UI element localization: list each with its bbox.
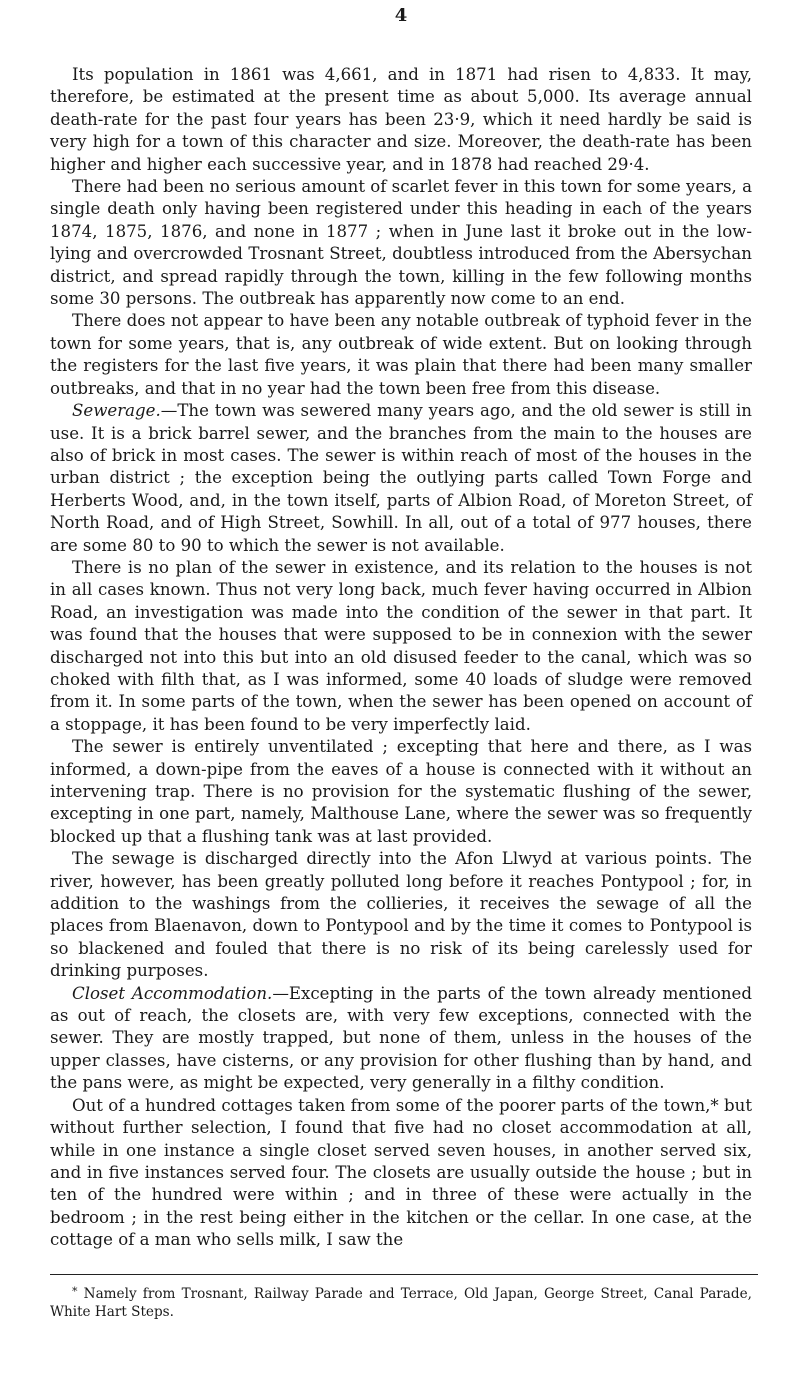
paragraph-sewer-plan <box>50 557 752 736</box>
paragraph-typhoid-fever <box>50 310 752 400</box>
paragraph-text: Its population in 1861 was 4,661, and in 1871 had risen to 4,833. It may, therefore, be estimated at the present time as about 5,000. Its average annual death-rate for the past four years has been 23·9, which it need hardly be said is very high for a town of this character and size. Moreover, the death-rate has been higher and higher each successive year, and in 1878 had reached 29·4. <box>50 65 752 174</box>
paragraph-sewage-discharge <box>50 848 752 982</box>
paragraph-text: Out of a hundred cottages taken from some of the poorer parts of the town,* but without further selection, I found that five had no closet accommodation at all, while in one instance a single closet served seven houses, in another served six, and in five instances served four. The closets are usually outside the house ; but in ten of the hundred were within ; and in three of these were actually in the bedroom ; in the rest being either in the kitchen or the cellar. In one case, at the cottage of a man who sells milk, I saw the <box>50 1095 752 1250</box>
paragraph-sewerage <box>50 400 752 557</box>
paragraph-scarlet-fever <box>50 176 752 310</box>
footnote-mark: * <box>72 1284 78 1298</box>
paragraph-text: The sewage is discharged directly into the Afon Llwyd at various points. The river, however, has been greatly polluted long before it reaches Pontypool ; for, in addition to the washings from the collieries, it receives the sewage of all the places from Blaenavon, down to Pontypool and by the time it comes to Pontypool is so blackened and fouled that there is no risk of its being carelessly used for drinking purposes. <box>50 849 752 981</box>
paragraph-text: —The town was sewered many years ago, and the old sewer is still in use. It is a brick barrel sewer, and the branches from the main to the houses are also of brick in most cases. The sewer is within reach of most of the houses in the urban district ; the exception being the outlying parts called Town Forge and Herberts Wood, and, in the town itself, parts of Albion Road, of Moreton Street, of North Road, and of High Street, Sowhill. In all, out of a total of 977 houses, there are some 80 to 90 to which the sewer is not available. <box>50 401 752 555</box>
footnote <box>50 1283 752 1321</box>
paragraph-cottages-survey <box>50 1095 752 1252</box>
paragraph-closet-accommodation <box>50 983 752 1095</box>
paragraph-ventilation <box>50 736 752 848</box>
section-heading-sewerage: Sewerage. <box>72 401 161 421</box>
paragraph-text: There had been no serious amount of scarlet fever in this town for some years, a single death only having been registered under this heading in each of the years 1874, 1875, 1876, and none in 1877 ; when in June last it broke out in the low-lying and overcrowded Trosnant Street, doubtless introduced from the Abersychan district, and spread rapidly through the town, killing in the few following months some 30 persons. The outbreak has apparently now come to an end. <box>50 177 752 309</box>
paragraph-population <box>50 64 752 176</box>
footnote-text: Namely from Trosnant, Railway Parade and Terrace, Old Japan, George Street, Canal Parade, White Hart Steps. <box>50 1285 752 1320</box>
page-number: 4 <box>394 5 408 26</box>
body-text <box>50 64 752 1252</box>
paragraph-text: There is no plan of the sewer in existence, and its relation to the houses is not in all cases known. Thus not very long back, much fever having occurred in Albion Road, an investigation was made into the condition of the sewer in that part. It was found that the houses that were supposed to be in connexion with the sewer discharged not into this but into an old disused feeder to the canal, which was so choked with filth that, as I was informed, some 40 loads of sludge were removed from it. In some parts of the town, when the sewer has been opened on account of a stoppage, it has been found to be very imperfectly laid. <box>50 557 752 734</box>
section-heading-closet-accommodation: Closet Accommodation. <box>72 983 273 1003</box>
paragraph-text: The sewer is entirely unventilated ; excepting that here and there, as I was informed, a down-pipe from the eaves of a house is connected with it without an intervening trap. There is no provision for the systematic flushing of the sewer, excepting in one part, namely, Malthouse Lane, where the sewer was so frequently blocked up that a flushing tank was at last provided. <box>50 737 752 846</box>
paragraph-text: —Excepting in the parts of the town already mentioned as out of reach, the closets are, with very few exceptions, connected with the sewer. They are mostly trapped, but none of them, unless in the houses of the upper classes, have cisterns, or any provision for other flushing than by hand, and the pans were, as might be expected, very generally in a filthy condition. <box>50 983 752 1093</box>
paragraph-text: There does not appear to have been any notable outbreak of typhoid fever in the town for some years, that is, any outbreak of wide extent. But on looking through the registers for the last five years, it was plain that there had been many smaller outbreaks, and that in no year had the town been free from this disease. <box>50 311 752 398</box>
footnote-divider <box>50 1274 758 1275</box>
